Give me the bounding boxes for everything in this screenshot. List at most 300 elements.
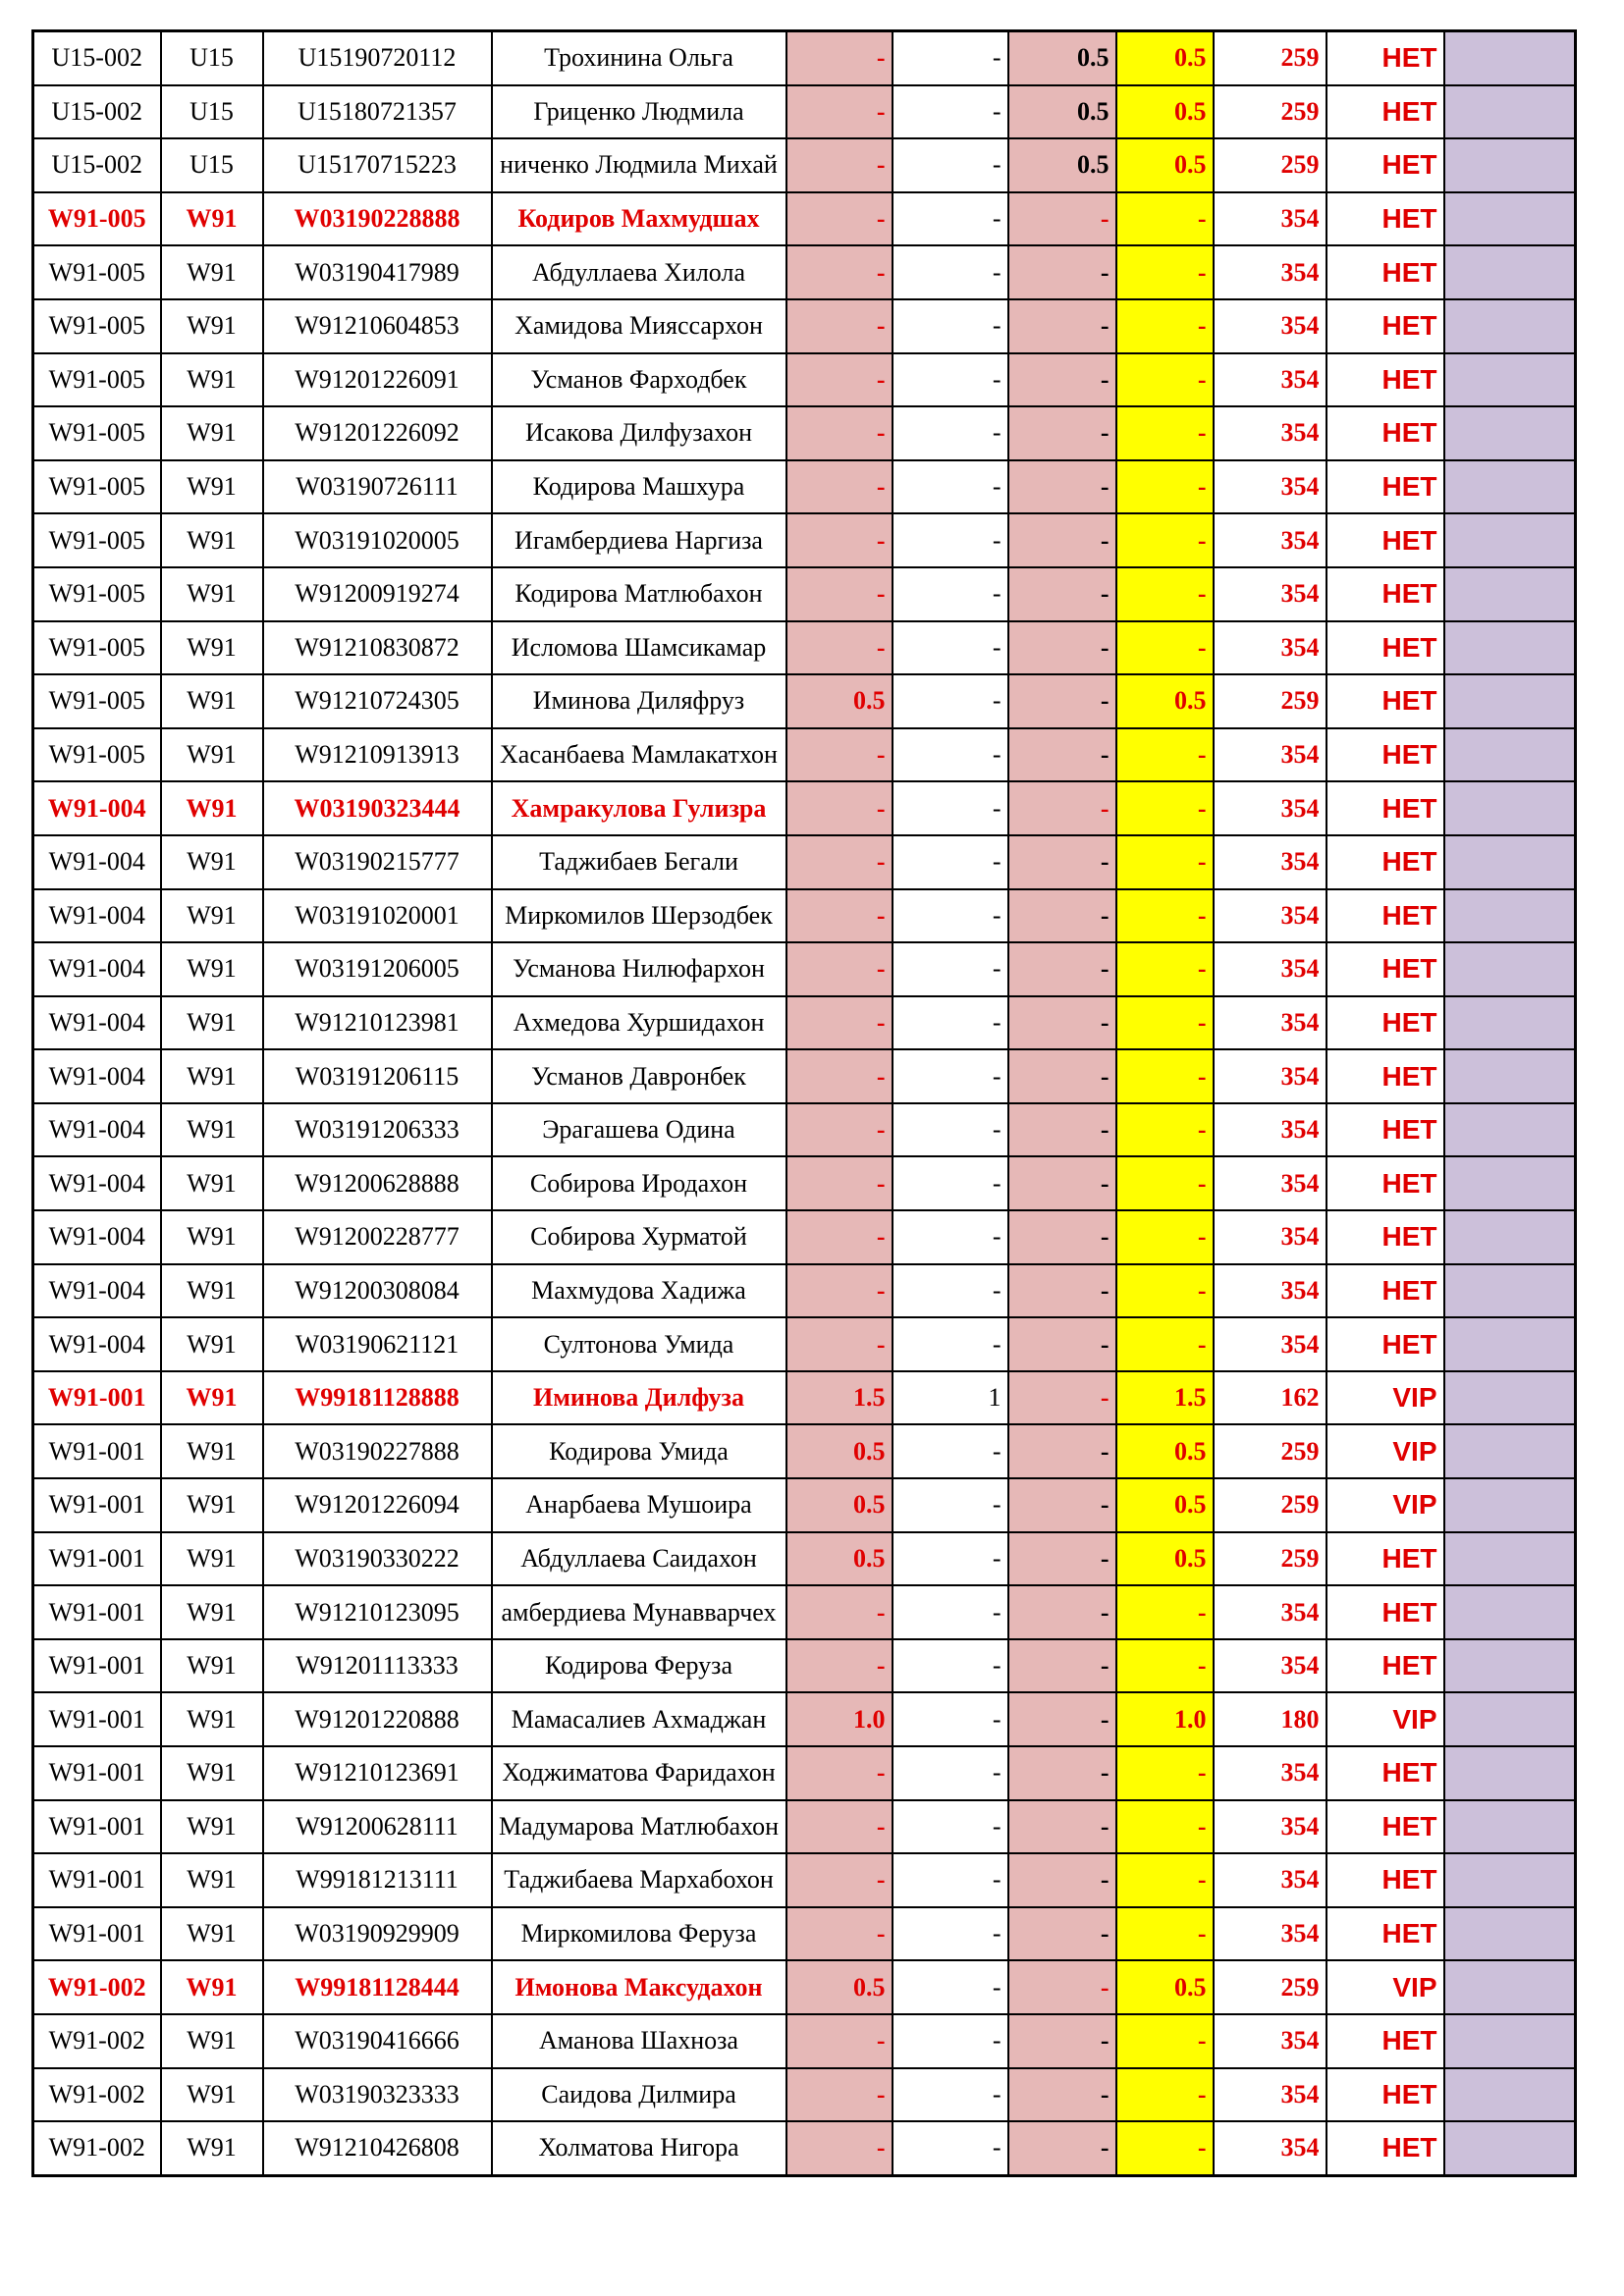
name-cell: Кодирова Феруза bbox=[492, 1639, 786, 1693]
value-b-cell: - bbox=[893, 781, 1008, 835]
status-cell: VIP bbox=[1326, 1960, 1444, 2014]
rate-cell: 354 bbox=[1214, 2014, 1326, 2068]
group-cell: U15-002 bbox=[33, 85, 161, 139]
value-b-cell: - bbox=[893, 1049, 1008, 1103]
value-b-cell: - bbox=[893, 567, 1008, 621]
blank-cell bbox=[1444, 1639, 1576, 1693]
prefix-cell: W91 bbox=[161, 835, 263, 889]
value-d-cell: - bbox=[1116, 1585, 1214, 1639]
group-cell: W91-004 bbox=[33, 1210, 161, 1264]
blank-cell bbox=[1444, 85, 1576, 139]
prefix-cell: W91 bbox=[161, 2068, 263, 2122]
blank-cell bbox=[1444, 674, 1576, 728]
value-a-cell: - bbox=[786, 2121, 893, 2175]
table-row bbox=[33, 1156, 1576, 1210]
table-row bbox=[33, 2121, 1576, 2175]
name-cell: Миркомилова Феруза bbox=[492, 1907, 786, 1961]
name-cell: Абдуллаева Саидахон bbox=[492, 1532, 786, 1586]
code-cell: W91200308084 bbox=[263, 1264, 492, 1318]
prefix-cell: W91 bbox=[161, 781, 263, 835]
rate-cell: 259 bbox=[1214, 674, 1326, 728]
value-b-cell: - bbox=[893, 1853, 1008, 1907]
blank-cell bbox=[1444, 31, 1576, 85]
prefix-cell: U15 bbox=[161, 31, 263, 85]
value-a-cell: - bbox=[786, 31, 893, 85]
group-cell: W91-001 bbox=[33, 1585, 161, 1639]
rate-cell: 354 bbox=[1214, 2121, 1326, 2175]
code-cell: W03190416666 bbox=[263, 2014, 492, 2068]
value-a-cell: - bbox=[786, 513, 893, 567]
prefix-cell: W91 bbox=[161, 889, 263, 943]
value-c-cell: - bbox=[1008, 728, 1116, 782]
status-cell: НЕТ bbox=[1326, 1853, 1444, 1907]
group-cell: W91-005 bbox=[33, 728, 161, 782]
table-row bbox=[33, 1692, 1576, 1746]
prefix-cell: W91 bbox=[161, 406, 263, 460]
code-cell: W99181128444 bbox=[263, 1960, 492, 2014]
rate-cell: 259 bbox=[1214, 138, 1326, 192]
prefix-cell: W91 bbox=[161, 1156, 263, 1210]
name-cell: Саидова Дилмира bbox=[492, 2068, 786, 2122]
value-c-cell: - bbox=[1008, 1264, 1116, 1318]
value-c-cell: - bbox=[1008, 353, 1116, 407]
prefix-cell: W91 bbox=[161, 1049, 263, 1103]
blank-cell bbox=[1444, 567, 1576, 621]
value-c-cell: - bbox=[1008, 1317, 1116, 1371]
name-cell: Ходжиматова Фаридахон bbox=[492, 1746, 786, 1800]
prefix-cell: W91 bbox=[161, 1371, 263, 1425]
value-b-cell: - bbox=[893, 1156, 1008, 1210]
name-cell: Таджибаев Бегали bbox=[492, 835, 786, 889]
table-row bbox=[33, 192, 1576, 246]
code-cell: U15180721357 bbox=[263, 85, 492, 139]
code-cell: W91210123981 bbox=[263, 996, 492, 1050]
blank-cell bbox=[1444, 299, 1576, 353]
value-c-cell: - bbox=[1008, 1210, 1116, 1264]
group-cell: W91-004 bbox=[33, 996, 161, 1050]
value-c-cell: - bbox=[1008, 460, 1116, 514]
name-cell: Абдуллаева Хилола bbox=[492, 245, 786, 299]
name-cell: Имонова Максудахон bbox=[492, 1960, 786, 2014]
value-c-cell: - bbox=[1008, 1692, 1116, 1746]
status-cell: НЕТ bbox=[1326, 406, 1444, 460]
blank-cell bbox=[1444, 2121, 1576, 2175]
code-cell: W91210604853 bbox=[263, 299, 492, 353]
prefix-cell: W91 bbox=[161, 1424, 263, 1478]
value-b-cell: - bbox=[893, 299, 1008, 353]
prefix-cell: U15 bbox=[161, 85, 263, 139]
value-d-cell: - bbox=[1116, 621, 1214, 675]
prefix-cell: W91 bbox=[161, 942, 263, 996]
status-cell: НЕТ bbox=[1326, 85, 1444, 139]
name-cell: Хамидова Мияссархон bbox=[492, 299, 786, 353]
group-cell: W91-004 bbox=[33, 942, 161, 996]
name-cell: Махмудова Хадижа bbox=[492, 1264, 786, 1318]
rate-cell: 354 bbox=[1214, 728, 1326, 782]
rate-cell: 259 bbox=[1214, 85, 1326, 139]
value-d-cell: - bbox=[1116, 1800, 1214, 1854]
code-cell: W91201226091 bbox=[263, 353, 492, 407]
code-cell: W91210123095 bbox=[263, 1585, 492, 1639]
name-cell: Таджибаева Мархабохон bbox=[492, 1853, 786, 1907]
value-d-cell: 0.5 bbox=[1116, 1424, 1214, 1478]
value-c-cell: - bbox=[1008, 1960, 1116, 2014]
blank-cell bbox=[1444, 1800, 1576, 1854]
group-cell: W91-001 bbox=[33, 1800, 161, 1854]
rate-cell: 354 bbox=[1214, 996, 1326, 1050]
value-c-cell: - bbox=[1008, 567, 1116, 621]
value-a-cell: - bbox=[786, 1103, 893, 1157]
rate-cell: 354 bbox=[1214, 2068, 1326, 2122]
value-c-cell: - bbox=[1008, 1049, 1116, 1103]
value-d-cell: 0.5 bbox=[1116, 85, 1214, 139]
rate-cell: 259 bbox=[1214, 1532, 1326, 1586]
status-cell: НЕТ bbox=[1326, 353, 1444, 407]
table-row bbox=[33, 1960, 1576, 2014]
status-cell: НЕТ bbox=[1326, 245, 1444, 299]
value-d-cell: 0.5 bbox=[1116, 1532, 1214, 1586]
name-cell: Усманова Нилюфархон bbox=[492, 942, 786, 996]
value-a-cell: 0.5 bbox=[786, 1960, 893, 2014]
rate-cell: 162 bbox=[1214, 1371, 1326, 1425]
blank-cell bbox=[1444, 1264, 1576, 1318]
blank-cell bbox=[1444, 513, 1576, 567]
group-cell: W91-005 bbox=[33, 621, 161, 675]
table-row bbox=[33, 1746, 1576, 1800]
value-a-cell: - bbox=[786, 299, 893, 353]
prefix-cell: W91 bbox=[161, 1853, 263, 1907]
prefix-cell: W91 bbox=[161, 1210, 263, 1264]
value-b-cell: - bbox=[893, 1639, 1008, 1693]
blank-cell bbox=[1444, 1210, 1576, 1264]
table-row bbox=[33, 942, 1576, 996]
blank-cell bbox=[1444, 728, 1576, 782]
name-cell: Хасанбаева Мамлакатхон bbox=[492, 728, 786, 782]
code-cell: W91201226094 bbox=[263, 1478, 492, 1532]
value-d-cell: 1.0 bbox=[1116, 1692, 1214, 1746]
code-cell: W03190215777 bbox=[263, 835, 492, 889]
value-b-cell: - bbox=[893, 1746, 1008, 1800]
value-c-cell: - bbox=[1008, 1371, 1116, 1425]
prefix-cell: W91 bbox=[161, 621, 263, 675]
prefix-cell: W91 bbox=[161, 1585, 263, 1639]
prefix-cell: W91 bbox=[161, 1103, 263, 1157]
value-b-cell: - bbox=[893, 1960, 1008, 2014]
name-cell: Кодирова Умида bbox=[492, 1424, 786, 1478]
value-b-cell: - bbox=[893, 942, 1008, 996]
value-a-cell: - bbox=[786, 245, 893, 299]
value-d-cell: 0.5 bbox=[1116, 138, 1214, 192]
value-b-cell: - bbox=[893, 889, 1008, 943]
blank-cell bbox=[1444, 1156, 1576, 1210]
status-cell: НЕТ bbox=[1326, 1639, 1444, 1693]
value-a-cell: - bbox=[786, 1853, 893, 1907]
rate-cell: 354 bbox=[1214, 1853, 1326, 1907]
blank-cell bbox=[1444, 1960, 1576, 2014]
status-cell: НЕТ bbox=[1326, 460, 1444, 514]
status-cell: НЕТ bbox=[1326, 781, 1444, 835]
blank-cell bbox=[1444, 353, 1576, 407]
group-cell: W91-002 bbox=[33, 2014, 161, 2068]
status-cell: VIP bbox=[1326, 1692, 1444, 1746]
code-cell: W03190621121 bbox=[263, 1317, 492, 1371]
value-d-cell: - bbox=[1116, 1156, 1214, 1210]
rate-cell: 354 bbox=[1214, 353, 1326, 407]
name-cell: Исломова Шамсикамар bbox=[492, 621, 786, 675]
value-a-cell: - bbox=[786, 192, 893, 246]
code-cell: W03191206333 bbox=[263, 1103, 492, 1157]
table-row bbox=[33, 353, 1576, 407]
value-b-cell: - bbox=[893, 31, 1008, 85]
code-cell: U15170715223 bbox=[263, 138, 492, 192]
prefix-cell: W91 bbox=[161, 1532, 263, 1586]
table-row bbox=[33, 1907, 1576, 1961]
name-cell: Султонова Умида bbox=[492, 1317, 786, 1371]
value-a-cell: - bbox=[786, 85, 893, 139]
value-d-cell: - bbox=[1116, 1317, 1214, 1371]
group-cell: W91-001 bbox=[33, 1692, 161, 1746]
value-a-cell: - bbox=[786, 138, 893, 192]
table-row bbox=[33, 1317, 1576, 1371]
code-cell: W91210123691 bbox=[263, 1746, 492, 1800]
value-a-cell: - bbox=[786, 567, 893, 621]
group-cell: W91-001 bbox=[33, 1853, 161, 1907]
value-c-cell: - bbox=[1008, 1532, 1116, 1586]
value-c-cell: - bbox=[1008, 2121, 1116, 2175]
table-row bbox=[33, 1049, 1576, 1103]
value-b-cell: - bbox=[893, 996, 1008, 1050]
status-cell: НЕТ bbox=[1326, 1156, 1444, 1210]
group-cell: W91-002 bbox=[33, 1960, 161, 2014]
code-cell: W03191020005 bbox=[263, 513, 492, 567]
value-d-cell: - bbox=[1116, 728, 1214, 782]
blank-cell bbox=[1444, 1746, 1576, 1800]
rate-cell: 259 bbox=[1214, 31, 1326, 85]
value-d-cell: 0.5 bbox=[1116, 674, 1214, 728]
value-b-cell: - bbox=[893, 1317, 1008, 1371]
status-cell: НЕТ bbox=[1326, 192, 1444, 246]
code-cell: W91210913913 bbox=[263, 728, 492, 782]
value-b-cell: - bbox=[893, 1424, 1008, 1478]
blank-cell bbox=[1444, 996, 1576, 1050]
code-cell: W03190726111 bbox=[263, 460, 492, 514]
code-cell: W91210830872 bbox=[263, 621, 492, 675]
status-cell: НЕТ bbox=[1326, 1532, 1444, 1586]
value-b-cell: - bbox=[893, 1264, 1008, 1318]
value-a-cell: - bbox=[786, 1585, 893, 1639]
code-cell: W03190228888 bbox=[263, 192, 492, 246]
value-b-cell: - bbox=[893, 835, 1008, 889]
status-cell: НЕТ bbox=[1326, 1317, 1444, 1371]
group-cell: W91-005 bbox=[33, 567, 161, 621]
rate-cell: 354 bbox=[1214, 1585, 1326, 1639]
value-d-cell: - bbox=[1116, 299, 1214, 353]
blank-cell bbox=[1444, 406, 1576, 460]
prefix-cell: W91 bbox=[161, 245, 263, 299]
rate-cell: 354 bbox=[1214, 1210, 1326, 1264]
value-c-cell: - bbox=[1008, 2014, 1116, 2068]
table-row bbox=[33, 406, 1576, 460]
code-cell: W99181213111 bbox=[263, 1853, 492, 1907]
blank-cell bbox=[1444, 192, 1576, 246]
value-b-cell: - bbox=[893, 728, 1008, 782]
group-cell: W91-005 bbox=[33, 299, 161, 353]
value-d-cell: - bbox=[1116, 513, 1214, 567]
name-cell: Холматова Нигора bbox=[492, 2121, 786, 2175]
blank-cell bbox=[1444, 1478, 1576, 1532]
rate-cell: 354 bbox=[1214, 1907, 1326, 1961]
value-c-cell: - bbox=[1008, 1907, 1116, 1961]
group-cell: U15-002 bbox=[33, 138, 161, 192]
code-cell: W03191020001 bbox=[263, 889, 492, 943]
rate-cell: 354 bbox=[1214, 1103, 1326, 1157]
status-cell: НЕТ bbox=[1326, 1264, 1444, 1318]
value-a-cell: - bbox=[786, 460, 893, 514]
value-a-cell: - bbox=[786, 1746, 893, 1800]
value-c-cell: - bbox=[1008, 1746, 1116, 1800]
status-cell: НЕТ bbox=[1326, 2068, 1444, 2122]
rate-cell: 354 bbox=[1214, 1049, 1326, 1103]
prefix-cell: W91 bbox=[161, 1317, 263, 1371]
group-cell: W91-004 bbox=[33, 889, 161, 943]
status-cell: НЕТ bbox=[1326, 31, 1444, 85]
group-cell: W91-005 bbox=[33, 513, 161, 567]
value-d-cell: - bbox=[1116, 245, 1214, 299]
value-b-cell: - bbox=[893, 353, 1008, 407]
value-c-cell: - bbox=[1008, 513, 1116, 567]
blank-cell bbox=[1444, 2068, 1576, 2122]
name-cell: Эрагашева Одина bbox=[492, 1103, 786, 1157]
status-cell: НЕТ bbox=[1326, 889, 1444, 943]
blank-cell bbox=[1444, 781, 1576, 835]
value-d-cell: - bbox=[1116, 1746, 1214, 1800]
prefix-cell: W91 bbox=[161, 299, 263, 353]
rate-cell: 259 bbox=[1214, 1960, 1326, 2014]
table-row bbox=[33, 1585, 1576, 1639]
name-cell: Кодиров Махмудшах bbox=[492, 192, 786, 246]
prefix-cell: W91 bbox=[161, 1800, 263, 1854]
blank-cell bbox=[1444, 2014, 1576, 2068]
value-a-cell: - bbox=[786, 1049, 893, 1103]
table-row bbox=[33, 1424, 1576, 1478]
value-c-cell: - bbox=[1008, 1156, 1116, 1210]
group-cell: W91-001 bbox=[33, 1371, 161, 1425]
value-c-cell: - bbox=[1008, 406, 1116, 460]
name-cell: Иминова Дилфуза bbox=[492, 1371, 786, 1425]
value-b-cell: - bbox=[893, 245, 1008, 299]
value-a-cell: - bbox=[786, 1264, 893, 1318]
name-cell: амбердиева Мунавварчех bbox=[492, 1585, 786, 1639]
rate-cell: 354 bbox=[1214, 1264, 1326, 1318]
value-d-cell: - bbox=[1116, 1103, 1214, 1157]
status-cell: VIP bbox=[1326, 1424, 1444, 1478]
value-a-cell: 0.5 bbox=[786, 674, 893, 728]
table-row bbox=[33, 889, 1576, 943]
value-d-cell: 1.5 bbox=[1116, 1371, 1214, 1425]
prefix-cell: W91 bbox=[161, 353, 263, 407]
value-c-cell: 0.5 bbox=[1008, 85, 1116, 139]
table-row bbox=[33, 2014, 1576, 2068]
prefix-cell: W91 bbox=[161, 567, 263, 621]
value-b-cell: - bbox=[893, 1103, 1008, 1157]
value-b-cell: - bbox=[893, 674, 1008, 728]
rate-cell: 354 bbox=[1214, 299, 1326, 353]
value-a-cell: 0.5 bbox=[786, 1478, 893, 1532]
blank-cell bbox=[1444, 460, 1576, 514]
value-c-cell: - bbox=[1008, 2068, 1116, 2122]
group-cell: W91-005 bbox=[33, 674, 161, 728]
blank-cell bbox=[1444, 1532, 1576, 1586]
prefix-cell: W91 bbox=[161, 996, 263, 1050]
table-row bbox=[33, 460, 1576, 514]
value-d-cell: - bbox=[1116, 567, 1214, 621]
name-cell: Собирова Хурматой bbox=[492, 1210, 786, 1264]
table-row bbox=[33, 245, 1576, 299]
blank-cell bbox=[1444, 889, 1576, 943]
value-a-cell: - bbox=[786, 942, 893, 996]
value-c-cell: - bbox=[1008, 1800, 1116, 1854]
value-b-cell: - bbox=[893, 2068, 1008, 2122]
value-c-cell: - bbox=[1008, 781, 1116, 835]
name-cell: Хамракулова Гулизра bbox=[492, 781, 786, 835]
blank-cell bbox=[1444, 1692, 1576, 1746]
value-a-cell: 0.5 bbox=[786, 1532, 893, 1586]
code-cell: W91201220888 bbox=[263, 1692, 492, 1746]
group-cell: W91-001 bbox=[33, 1478, 161, 1532]
prefix-cell: W91 bbox=[161, 728, 263, 782]
table-row bbox=[33, 567, 1576, 621]
rate-cell: 180 bbox=[1214, 1692, 1326, 1746]
value-a-cell: - bbox=[786, 996, 893, 1050]
table-row bbox=[33, 996, 1576, 1050]
blank-cell bbox=[1444, 1317, 1576, 1371]
group-cell: W91-004 bbox=[33, 1103, 161, 1157]
value-a-cell: - bbox=[786, 835, 893, 889]
value-c-cell: - bbox=[1008, 996, 1116, 1050]
table-row bbox=[33, 781, 1576, 835]
value-b-cell: - bbox=[893, 1585, 1008, 1639]
table-row bbox=[33, 138, 1576, 192]
status-cell: НЕТ bbox=[1326, 728, 1444, 782]
value-c-cell: - bbox=[1008, 889, 1116, 943]
value-b-cell: - bbox=[893, 1210, 1008, 1264]
status-cell: НЕТ bbox=[1326, 1800, 1444, 1854]
status-cell: НЕТ bbox=[1326, 996, 1444, 1050]
status-cell: НЕТ bbox=[1326, 674, 1444, 728]
value-d-cell: - bbox=[1116, 996, 1214, 1050]
value-b-cell: - bbox=[893, 1532, 1008, 1586]
code-cell: W91201113333 bbox=[263, 1639, 492, 1693]
code-cell: W99181128888 bbox=[263, 1371, 492, 1425]
value-c-cell: - bbox=[1008, 245, 1116, 299]
prefix-cell: W91 bbox=[161, 513, 263, 567]
name-cell: Собирова Иродахон bbox=[492, 1156, 786, 1210]
table-row bbox=[33, 1532, 1576, 1586]
value-b-cell: - bbox=[893, 2014, 1008, 2068]
prefix-cell: W91 bbox=[161, 2014, 263, 2068]
status-cell: НЕТ bbox=[1326, 299, 1444, 353]
code-cell: W03190417989 bbox=[263, 245, 492, 299]
blank-cell bbox=[1444, 942, 1576, 996]
table-row bbox=[33, 1853, 1576, 1907]
value-d-cell: - bbox=[1116, 1639, 1214, 1693]
group-cell: W91-004 bbox=[33, 1317, 161, 1371]
blank-cell bbox=[1444, 1103, 1576, 1157]
group-cell: W91-001 bbox=[33, 1532, 161, 1586]
rate-cell: 354 bbox=[1214, 567, 1326, 621]
value-d-cell: - bbox=[1116, 192, 1214, 246]
name-cell: Трохинина Ольга bbox=[492, 31, 786, 85]
